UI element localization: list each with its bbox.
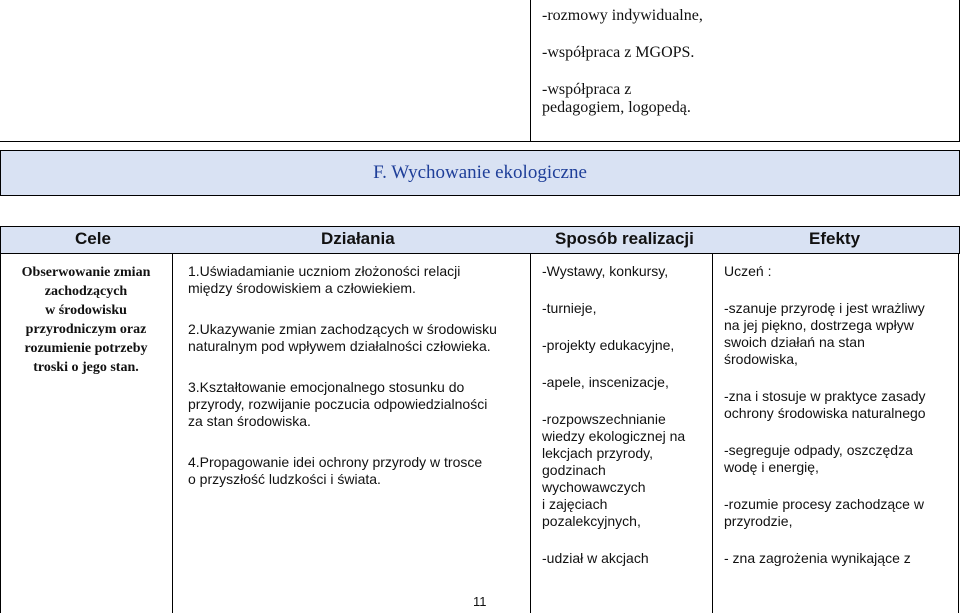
sposob-item: -turnieje,	[542, 300, 597, 316]
efekty-item: -rozumie procesy zachodzące w przyrodzie,	[724, 496, 924, 529]
efekty-item: -segreguje odpady, oszczędza wodę i energię,	[724, 442, 913, 475]
cele-line: troski o jego stan.	[33, 360, 139, 375]
dzialania-cell	[188, 263, 518, 488]
sposob-item: -rozpowszechnianie wiedzy ekologicznej na lekcjach przyrody, godzinach wychowawczych i zajęciach pozalekcyjnych,	[542, 411, 686, 529]
top-line-4: pedagogiem, logopedą.	[542, 99, 691, 116]
dzialanie-3: 3.Kształtowanie emocjonalnego stosunku do przyrody, rozwijanie poczucia odpowiedzialności za stan środowiska.	[188, 379, 488, 429]
efekty-item: Uczeń :	[724, 263, 772, 279]
grid-line	[712, 253, 713, 613]
grid-line	[530, 253, 531, 613]
cele-line: zachodzących	[44, 284, 128, 299]
efekty-item: - zna zagrożenia wynikające z	[724, 550, 911, 566]
section-title: F. Wychowanie ekologiczne	[373, 162, 587, 183]
header-efekty: Efekty	[809, 229, 861, 248]
sposob-item: -projekty edukacyjne,	[542, 337, 675, 353]
sposob-item: -Wystawy, konkursy,	[542, 263, 669, 279]
top-left-cell	[0, 0, 531, 142]
top-line-3: -współpraca z	[542, 81, 632, 98]
cele-line: rozumienie potrzeby	[24, 341, 148, 356]
grid-line	[0, 253, 1, 613]
top-table-fragment	[0, 0, 960, 143]
cele-cell	[2, 263, 170, 377]
efekty-item: -zna i stosuje w praktyce zasady ochrony środowiska naturalnego	[724, 388, 926, 421]
efekty-item: -szanuje przyrodę i jest wrażliwy na jej piękno, dostrzega wpływ swoich działań na stan środowiska,	[724, 300, 925, 367]
dzialanie-2: 2.Ukazywanie zmian zachodzących w środowisku naturalnym pod wpływem działalności człowieka.	[188, 321, 497, 354]
cele-line: przyrodniczym oraz	[25, 322, 147, 337]
top-line-1: -rozmowy indywidualne,	[542, 7, 703, 24]
sposob-cell	[542, 263, 712, 567]
sposob-item: -apele, inscenizacje,	[542, 374, 669, 390]
column-headers-row	[0, 226, 960, 254]
grid-line	[958, 253, 959, 613]
dzialanie-4: 4.Propagowanie idei ochrony przyrody w trosce o przyszłość ludzkości i świata.	[188, 454, 483, 487]
cele-line: w środowisku	[45, 303, 127, 318]
dzialanie-1: 1.Uświadamianie uczniom złożoności relacji między środowiskiem a człowiekiem.	[188, 263, 461, 296]
content-grid	[0, 253, 960, 613]
header-dzialania: Działania	[321, 229, 395, 248]
grid-line	[172, 253, 173, 613]
top-line-2: -współpraca z MGOPS.	[542, 44, 695, 61]
cele-line: Obserwowanie zmian	[21, 265, 151, 280]
header-cele: Cele	[75, 229, 111, 248]
header-sposob: Sposób realizacji	[555, 229, 694, 248]
sposob-item: -udział w akcjach	[542, 550, 649, 566]
page-number: 11	[473, 594, 487, 609]
efekty-cell	[724, 263, 954, 567]
section-title-row	[0, 150, 960, 196]
